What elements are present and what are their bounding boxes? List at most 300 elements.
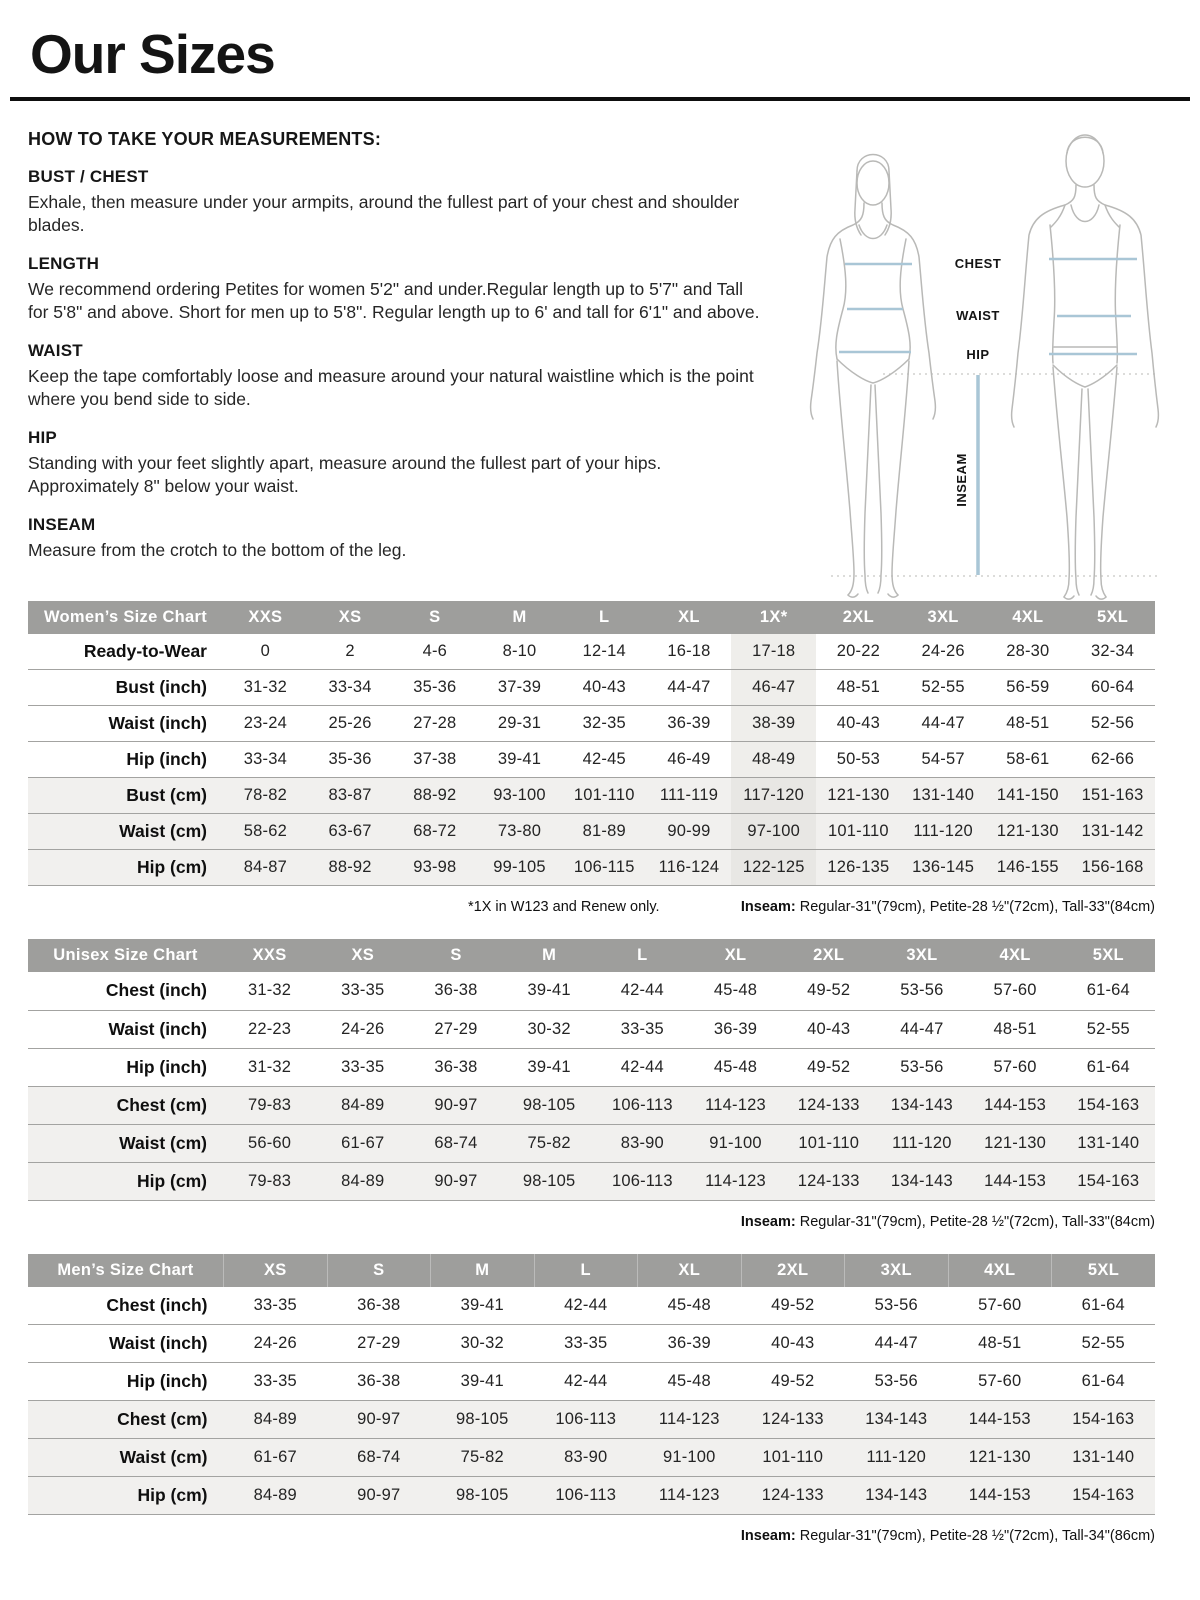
footnote-inseam-label: Inseam: bbox=[740, 899, 796, 915]
size-cell: 52-55 bbox=[1052, 1325, 1156, 1363]
size-column-header: 5XL bbox=[1070, 601, 1155, 634]
row-label: Waist (inch) bbox=[28, 706, 223, 742]
size-cell: 39-41 bbox=[431, 1363, 535, 1401]
size-cell: 27-28 bbox=[392, 706, 477, 742]
row-label: Hip (cm) bbox=[28, 850, 223, 886]
size-cell: 111-120 bbox=[875, 1124, 968, 1162]
size-cell: 31-32 bbox=[223, 972, 316, 1010]
size-cell: 24-26 bbox=[316, 1010, 409, 1048]
size-cell: 124-133 bbox=[741, 1401, 845, 1439]
size-cell: 111-119 bbox=[647, 778, 732, 814]
size-cell: 116-124 bbox=[647, 850, 732, 886]
size-cell: 16-18 bbox=[647, 634, 732, 670]
footnote-inseam-label: Inseam: bbox=[740, 1213, 796, 1230]
unisex-size-table bbox=[28, 939, 1155, 1201]
size-column-header: 2XL bbox=[782, 939, 875, 972]
size-cell: 84-89 bbox=[224, 1401, 328, 1439]
size-cell: 36-38 bbox=[327, 1287, 431, 1325]
size-cell: 57-60 bbox=[948, 1287, 1052, 1325]
size-cell: 32-34 bbox=[1070, 634, 1155, 670]
size-cell: 4-6 bbox=[392, 634, 477, 670]
size-cell: 24-26 bbox=[901, 634, 986, 670]
table-row bbox=[28, 1086, 1155, 1124]
size-cell: 84-89 bbox=[316, 1086, 409, 1124]
size-cell: 151-163 bbox=[1070, 778, 1155, 814]
size-cell: 46-47 bbox=[731, 670, 816, 706]
body-measurement-figure bbox=[765, 123, 1180, 601]
row-label: Hip (cm) bbox=[28, 1477, 224, 1515]
row-label: Waist (cm) bbox=[28, 1124, 223, 1162]
size-cell: 90-99 bbox=[647, 814, 732, 850]
size-cell: 52-56 bbox=[1070, 706, 1155, 742]
size-cell: 114-123 bbox=[689, 1086, 782, 1124]
size-cell: 144-153 bbox=[948, 1477, 1052, 1515]
size-cell: 144-153 bbox=[969, 1162, 1062, 1200]
size-cell: 45-48 bbox=[689, 1048, 782, 1086]
size-cell: 27-29 bbox=[327, 1325, 431, 1363]
size-column-header: 4XL bbox=[985, 601, 1070, 634]
women-chart-title: Women’s Size Chart bbox=[28, 601, 223, 634]
size-cell: 93-98 bbox=[392, 850, 477, 886]
size-cell: 53-56 bbox=[875, 1048, 968, 1086]
size-column-header: 5XL bbox=[1052, 1254, 1156, 1287]
size-cell: 98-105 bbox=[431, 1401, 535, 1439]
size-cell: 122-125 bbox=[731, 850, 816, 886]
size-cell: 114-123 bbox=[689, 1162, 782, 1200]
size-cell: 49-52 bbox=[782, 1048, 875, 1086]
size-column-header: 1X* bbox=[731, 601, 816, 634]
size-cell: 37-39 bbox=[477, 670, 562, 706]
size-column-header: 4XL bbox=[948, 1254, 1052, 1287]
section-body: We recommend ordering Petites for women 5'2" and under.Regular length up to 5'7" and Tall for 5'8" and above. Short for men up to 5'8". Regular length up to 6' and tall for 6'1" and above. bbox=[28, 278, 760, 322]
size-cell: 44-47 bbox=[647, 670, 732, 706]
size-cell: 62-66 bbox=[1070, 742, 1155, 778]
size-cell: 90-97 bbox=[409, 1162, 502, 1200]
size-cell: 48-51 bbox=[816, 670, 901, 706]
size-cell: 24-26 bbox=[224, 1325, 328, 1363]
table-row bbox=[28, 1363, 1155, 1401]
size-cell: 88-92 bbox=[308, 850, 393, 886]
size-cell: 61-67 bbox=[316, 1124, 409, 1162]
size-cell: 17-18 bbox=[731, 634, 816, 670]
unisex-chart-title: Unisex Size Chart bbox=[28, 939, 223, 972]
size-cell: 48-51 bbox=[948, 1325, 1052, 1363]
size-cell: 117-120 bbox=[731, 778, 816, 814]
size-cell: 93-100 bbox=[477, 778, 562, 814]
table-row bbox=[28, 1477, 1155, 1515]
size-cell: 98-105 bbox=[503, 1086, 596, 1124]
instruction-bust-chest bbox=[28, 167, 768, 237]
table-row bbox=[28, 1325, 1155, 1363]
size-cell: 144-153 bbox=[948, 1401, 1052, 1439]
size-cell: 79-83 bbox=[223, 1162, 316, 1200]
size-cell: 33-35 bbox=[224, 1287, 328, 1325]
row-label: Waist (inch) bbox=[28, 1325, 224, 1363]
size-cell: 134-143 bbox=[845, 1477, 949, 1515]
row-label: Hip (inch) bbox=[28, 742, 223, 778]
size-cell: 144-153 bbox=[969, 1086, 1062, 1124]
size-cell: 154-163 bbox=[1062, 1086, 1155, 1124]
size-cell: 28-30 bbox=[985, 634, 1070, 670]
size-cell: 40-43 bbox=[782, 1010, 875, 1048]
size-cell: 36-39 bbox=[638, 1325, 742, 1363]
size-column-header: S bbox=[392, 601, 477, 634]
size-cell: 36-38 bbox=[327, 1363, 431, 1401]
measurement-instructions bbox=[28, 129, 768, 563]
size-cell: 114-123 bbox=[638, 1477, 742, 1515]
table-row bbox=[28, 706, 1155, 742]
size-cell: 39-41 bbox=[503, 1048, 596, 1086]
size-column-header: XS bbox=[308, 601, 393, 634]
size-cell: 53-56 bbox=[845, 1287, 949, 1325]
unisex-size-chart bbox=[28, 939, 1155, 1230]
size-cell: 146-155 bbox=[985, 850, 1070, 886]
size-cell: 53-56 bbox=[845, 1363, 949, 1401]
size-column-header: 5XL bbox=[1062, 939, 1155, 972]
size-cell: 37-38 bbox=[392, 742, 477, 778]
size-cell: 38-39 bbox=[731, 706, 816, 742]
size-cell: 31-32 bbox=[223, 1048, 316, 1086]
size-cell: 121-130 bbox=[816, 778, 901, 814]
table-row bbox=[28, 972, 1155, 1010]
size-column-header: M bbox=[477, 601, 562, 634]
size-cell: 75-82 bbox=[503, 1124, 596, 1162]
size-cell: 29-31 bbox=[477, 706, 562, 742]
size-cell: 45-48 bbox=[638, 1363, 742, 1401]
size-cell: 33-35 bbox=[224, 1363, 328, 1401]
men-chart-title: Men’s Size Chart bbox=[28, 1254, 224, 1287]
size-cell: 131-140 bbox=[1052, 1439, 1156, 1477]
size-cell: 53-56 bbox=[875, 972, 968, 1010]
size-cell: 32-35 bbox=[562, 706, 647, 742]
size-cell: 83-87 bbox=[308, 778, 393, 814]
size-cell: 42-44 bbox=[534, 1363, 638, 1401]
size-cell: 49-52 bbox=[741, 1363, 845, 1401]
size-cell: 56-59 bbox=[985, 670, 1070, 706]
instruction-waist bbox=[28, 341, 768, 411]
row-label: Chest (cm) bbox=[28, 1401, 224, 1439]
size-cell: 56-60 bbox=[223, 1124, 316, 1162]
size-cell: 22-23 bbox=[223, 1010, 316, 1048]
size-cell: 124-133 bbox=[782, 1086, 875, 1124]
size-cell: 23-24 bbox=[223, 706, 308, 742]
size-cell: 35-36 bbox=[308, 742, 393, 778]
table-row bbox=[28, 850, 1155, 886]
size-cell: 45-48 bbox=[638, 1287, 742, 1325]
size-cell: 84-87 bbox=[223, 850, 308, 886]
size-cell: 52-55 bbox=[901, 670, 986, 706]
section-title: LENGTH bbox=[28, 253, 100, 273]
footnote-inseam bbox=[741, 899, 1155, 915]
size-cell: 99-105 bbox=[477, 850, 562, 886]
size-cell: 154-163 bbox=[1052, 1477, 1156, 1515]
size-cell: 27-29 bbox=[409, 1010, 502, 1048]
unisex-footnotes bbox=[28, 1214, 1155, 1230]
size-cell: 68-74 bbox=[327, 1439, 431, 1477]
size-cell: 52-55 bbox=[1062, 1010, 1155, 1048]
size-column-header: XL bbox=[689, 939, 782, 972]
size-cell: 88-92 bbox=[392, 778, 477, 814]
size-cell: 40-43 bbox=[562, 670, 647, 706]
size-cell: 31-32 bbox=[223, 670, 308, 706]
women-footnotes bbox=[28, 899, 1155, 915]
size-cell: 35-36 bbox=[392, 670, 477, 706]
size-cell: 83-90 bbox=[596, 1124, 689, 1162]
size-cell: 68-74 bbox=[409, 1124, 502, 1162]
size-cell: 79-83 bbox=[223, 1086, 316, 1124]
size-cell: 49-52 bbox=[741, 1287, 845, 1325]
size-cell: 134-143 bbox=[875, 1086, 968, 1124]
row-label: Hip (cm) bbox=[28, 1162, 223, 1200]
size-cell: 30-32 bbox=[503, 1010, 596, 1048]
size-cell: 134-143 bbox=[875, 1162, 968, 1200]
size-cell: 81-89 bbox=[562, 814, 647, 850]
section-body: Exhale, then measure under your armpits, around the fullest part of your chest and shoulder blades. bbox=[28, 191, 740, 235]
size-column-header: XL bbox=[647, 601, 732, 634]
size-cell: 131-140 bbox=[1062, 1124, 1155, 1162]
size-cell: 61-64 bbox=[1062, 972, 1155, 1010]
size-cell: 36-38 bbox=[409, 1048, 502, 1086]
size-cell: 48-49 bbox=[731, 742, 816, 778]
man-outline bbox=[1012, 135, 1159, 599]
size-cell: 98-105 bbox=[431, 1477, 535, 1515]
size-cell: 131-142 bbox=[1070, 814, 1155, 850]
size-column-header: 3XL bbox=[901, 601, 986, 634]
size-column-header: L bbox=[596, 939, 689, 972]
row-label: Bust (inch) bbox=[28, 670, 223, 706]
size-cell: 90-97 bbox=[409, 1086, 502, 1124]
size-cell: 0 bbox=[223, 634, 308, 670]
men-size-chart bbox=[28, 1254, 1155, 1545]
size-cell: 36-39 bbox=[647, 706, 732, 742]
size-column-header: XXS bbox=[223, 939, 316, 972]
size-cell: 48-51 bbox=[969, 1010, 1062, 1048]
size-cell: 2 bbox=[308, 634, 393, 670]
size-column-header: 3XL bbox=[875, 939, 968, 972]
size-cell: 61-64 bbox=[1052, 1363, 1156, 1401]
instruction-length bbox=[28, 254, 768, 324]
size-cell: 106-113 bbox=[596, 1086, 689, 1124]
size-column-header: S bbox=[409, 939, 502, 972]
size-cell: 42-44 bbox=[596, 1048, 689, 1086]
row-label: Waist (cm) bbox=[28, 814, 223, 850]
size-cell: 106-115 bbox=[562, 850, 647, 886]
row-label: Chest (cm) bbox=[28, 1086, 223, 1124]
size-cell: 33-35 bbox=[596, 1010, 689, 1048]
waist-label: WAIST bbox=[956, 307, 1000, 323]
women-size-table bbox=[28, 601, 1155, 887]
size-column-header: M bbox=[431, 1254, 535, 1287]
size-column-header: 2XL bbox=[741, 1254, 845, 1287]
size-cell: 40-43 bbox=[816, 706, 901, 742]
size-cell: 50-53 bbox=[816, 742, 901, 778]
size-cell: 61-64 bbox=[1062, 1048, 1155, 1086]
size-cell: 33-35 bbox=[316, 1048, 409, 1086]
row-label: Ready-to-Wear bbox=[28, 634, 223, 670]
size-cell: 136-145 bbox=[901, 850, 986, 886]
size-cell: 101-110 bbox=[562, 778, 647, 814]
size-cell: 33-35 bbox=[316, 972, 409, 1010]
size-cell: 101-110 bbox=[741, 1439, 845, 1477]
table-row bbox=[28, 814, 1155, 850]
size-cell: 57-60 bbox=[969, 972, 1062, 1010]
table-row bbox=[28, 1048, 1155, 1086]
section-title: INSEAM bbox=[28, 515, 96, 535]
size-cell: 36-39 bbox=[689, 1010, 782, 1048]
size-cell: 106-113 bbox=[534, 1477, 638, 1515]
size-cell: 25-26 bbox=[308, 706, 393, 742]
size-cell: 57-60 bbox=[948, 1363, 1052, 1401]
table-row bbox=[28, 634, 1155, 670]
size-cell: 97-100 bbox=[731, 814, 816, 850]
women-size-chart bbox=[28, 601, 1155, 916]
title-rule bbox=[10, 97, 1190, 101]
size-cell: 75-82 bbox=[431, 1439, 535, 1477]
size-cell: 78-82 bbox=[223, 778, 308, 814]
size-cell: 154-163 bbox=[1052, 1401, 1156, 1439]
size-cell: 73-80 bbox=[477, 814, 562, 850]
size-cell: 121-130 bbox=[948, 1439, 1052, 1477]
men-footnotes bbox=[28, 1528, 1155, 1544]
footnote-inseam-text: Regular-31"(79cm), Petite-28 ½"(72cm), Tall-34"(86cm) bbox=[795, 1528, 1155, 1544]
size-cell: 48-51 bbox=[985, 706, 1070, 742]
size-cell: 156-168 bbox=[1070, 850, 1155, 886]
size-cell: 154-163 bbox=[1062, 1162, 1155, 1200]
size-cell: 33-34 bbox=[223, 742, 308, 778]
size-column-header: XL bbox=[638, 1254, 742, 1287]
table-row bbox=[28, 1287, 1155, 1325]
size-cell: 36-38 bbox=[409, 972, 502, 1010]
size-cell: 90-97 bbox=[327, 1477, 431, 1515]
size-cell: 12-14 bbox=[562, 634, 647, 670]
size-cell: 8-10 bbox=[477, 634, 562, 670]
size-cell: 101-110 bbox=[816, 814, 901, 850]
size-cell: 111-120 bbox=[845, 1439, 949, 1477]
footnote-inseam-text: Regular-31"(79cm), Petite-28 ½"(72cm), Tall-33"(84cm) bbox=[795, 1213, 1155, 1230]
page-title: Our Sizes bbox=[30, 23, 275, 85]
size-cell: 61-64 bbox=[1052, 1287, 1156, 1325]
size-cell: 40-43 bbox=[741, 1325, 845, 1363]
size-cell: 33-34 bbox=[308, 670, 393, 706]
size-cell: 121-130 bbox=[969, 1124, 1062, 1162]
footnote-inseam-label: Inseam: bbox=[740, 1528, 796, 1544]
row-label: Chest (inch) bbox=[28, 972, 223, 1010]
size-column-header: L bbox=[562, 601, 647, 634]
section-body: Keep the tape comfortably loose and measure around your natural waistline which is the point where you bend side to side. bbox=[28, 365, 754, 409]
footnote-asterisk: *1X in W123 and Renew only. bbox=[468, 899, 660, 915]
table-row bbox=[28, 1010, 1155, 1048]
measurement-diagram bbox=[765, 123, 1180, 601]
size-cell: 114-123 bbox=[638, 1401, 742, 1439]
size-cell: 91-100 bbox=[689, 1124, 782, 1162]
row-label: Bust (cm) bbox=[28, 778, 223, 814]
row-label: Waist (cm) bbox=[28, 1439, 224, 1477]
row-label: Waist (inch) bbox=[28, 1010, 223, 1048]
size-cell: 121-130 bbox=[985, 814, 1070, 850]
section-title: BUST / CHEST bbox=[28, 166, 149, 186]
table-row bbox=[28, 1162, 1155, 1200]
size-column-header: 2XL bbox=[816, 601, 901, 634]
size-cell: 33-35 bbox=[534, 1325, 638, 1363]
section-body: Standing with your feet slightly apart, measure around the fullest part of your hips. Approximately 8" below your waist. bbox=[28, 453, 662, 497]
size-cell: 42-44 bbox=[534, 1287, 638, 1325]
size-cell: 131-140 bbox=[901, 778, 986, 814]
size-cell: 124-133 bbox=[782, 1162, 875, 1200]
size-cell: 84-89 bbox=[316, 1162, 409, 1200]
size-cell: 98-105 bbox=[503, 1162, 596, 1200]
size-cell: 68-72 bbox=[392, 814, 477, 850]
woman-outline bbox=[811, 154, 936, 597]
size-cell: 42-44 bbox=[596, 972, 689, 1010]
men-size-table bbox=[28, 1254, 1155, 1516]
chest-label: CHEST bbox=[954, 255, 1002, 271]
size-cell: 141-150 bbox=[985, 778, 1070, 814]
size-cell: 39-41 bbox=[477, 742, 562, 778]
size-cell: 126-135 bbox=[816, 850, 901, 886]
size-cell: 39-41 bbox=[503, 972, 596, 1010]
size-cell: 54-57 bbox=[901, 742, 986, 778]
size-cell: 101-110 bbox=[782, 1124, 875, 1162]
size-cell: 44-47 bbox=[901, 706, 986, 742]
measurements-section bbox=[28, 129, 1155, 591]
size-cell: 111-120 bbox=[901, 814, 986, 850]
row-label: Chest (inch) bbox=[28, 1287, 224, 1325]
size-cell: 63-67 bbox=[308, 814, 393, 850]
instruction-inseam bbox=[28, 515, 768, 562]
size-cell: 60-64 bbox=[1070, 670, 1155, 706]
size-cell: 124-133 bbox=[741, 1477, 845, 1515]
size-cell: 45-48 bbox=[689, 972, 782, 1010]
measurements-heading: HOW TO TAKE YOUR MEASUREMENTS: bbox=[28, 128, 382, 149]
size-column-header: 4XL bbox=[969, 939, 1062, 972]
size-cell: 134-143 bbox=[845, 1401, 949, 1439]
table-row bbox=[28, 670, 1155, 706]
size-cell: 61-67 bbox=[224, 1439, 328, 1477]
size-column-header: S bbox=[327, 1254, 431, 1287]
hip-label: HIP bbox=[966, 346, 990, 362]
row-label: Hip (inch) bbox=[28, 1048, 223, 1086]
size-column-header: XS bbox=[316, 939, 409, 972]
section-title: WAIST bbox=[28, 340, 83, 360]
row-label: Hip (inch) bbox=[28, 1363, 224, 1401]
section-body: Measure from the crotch to the bottom of the leg. bbox=[28, 540, 407, 561]
size-cell: 46-49 bbox=[647, 742, 732, 778]
inseam-label: INSEAM bbox=[954, 452, 969, 507]
size-cell: 20-22 bbox=[816, 634, 901, 670]
size-cell: 106-113 bbox=[596, 1162, 689, 1200]
size-cell: 44-47 bbox=[875, 1010, 968, 1048]
size-column-header: XS bbox=[224, 1254, 328, 1287]
footnote-inseam bbox=[741, 1528, 1155, 1544]
size-cell: 44-47 bbox=[845, 1325, 949, 1363]
size-charts bbox=[28, 601, 1155, 1545]
size-cell: 49-52 bbox=[782, 972, 875, 1010]
size-column-header: XXS bbox=[223, 601, 308, 634]
table-row bbox=[28, 778, 1155, 814]
size-cell: 57-60 bbox=[969, 1048, 1062, 1086]
size-cell: 90-97 bbox=[327, 1401, 431, 1439]
size-cell: 30-32 bbox=[431, 1325, 535, 1363]
size-cell: 39-41 bbox=[431, 1287, 535, 1325]
size-cell: 58-62 bbox=[223, 814, 308, 850]
size-cell: 84-89 bbox=[224, 1477, 328, 1515]
table-row bbox=[28, 1401, 1155, 1439]
size-column-header: 3XL bbox=[845, 1254, 949, 1287]
size-cell: 83-90 bbox=[534, 1439, 638, 1477]
table-row bbox=[28, 1124, 1155, 1162]
size-cell: 106-113 bbox=[534, 1401, 638, 1439]
instruction-hip bbox=[28, 428, 768, 498]
